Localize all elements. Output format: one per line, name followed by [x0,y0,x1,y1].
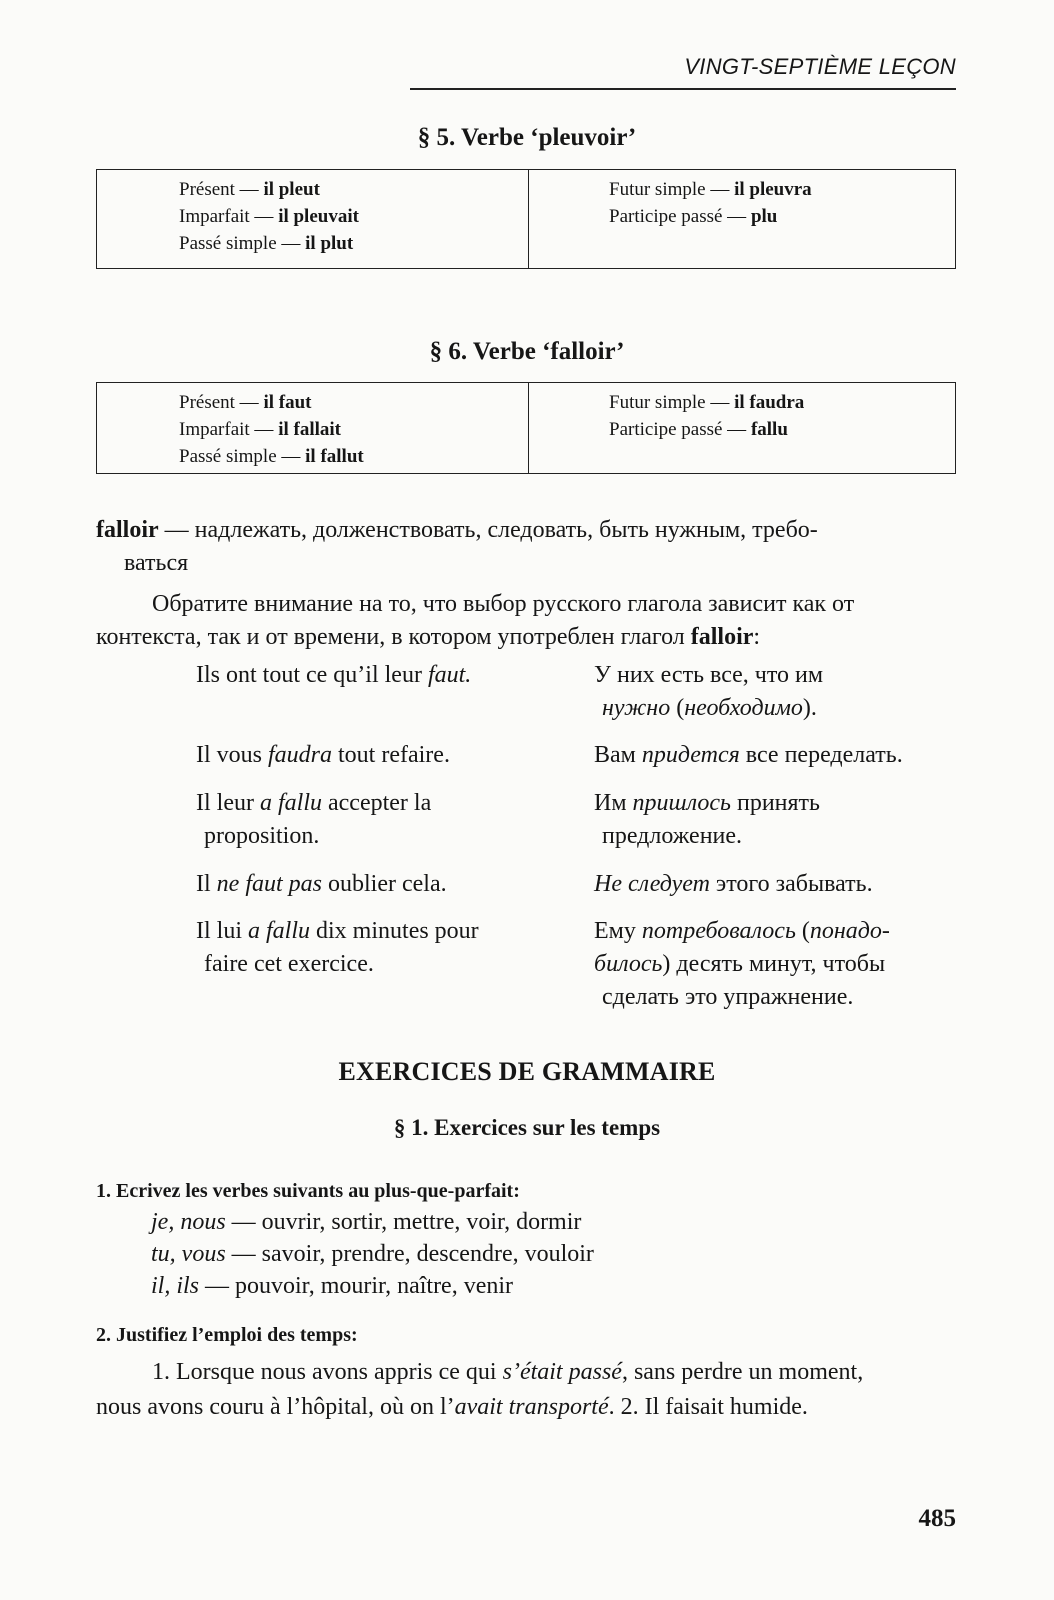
conj-row: Participe passé — plu [609,206,778,227]
falloir-conjugation-table [96,382,956,474]
exercise-1-line: je, nous — ouvrir, sortir, mettre, voir, dormir [151,1209,582,1235]
falloir-definition: falloir — надлежать, долженствовать, следовать, быть нужным, требо- ваться [96,517,818,576]
example-2-russian: Вам придется все переделать. [594,742,903,768]
usage-note: Обратите внимание на то, что выбор русского глагола зависит как от контекста, так и от времени, в котором употреблен глагол falloir: [96,591,855,650]
exercise-2-text: 1. Lorsque nous avons appris ce qui s’était passé, sans perdre un moment, nous avons couru à l’hôpital, où on l’avait transporté. 2. Il faisait humide. [96,1359,864,1420]
exercises-subtitle: § 1. Exercices sur les temps [393,1115,661,1140]
example-3-russian: Им пришлось принять предложение. [594,790,820,849]
pleuvoir-conjugation-table [96,169,956,269]
conj-row: Passé simple — il fallut [179,446,364,467]
example-3-french: Il leur a fallu accepter la proposition. [196,790,432,849]
exercises-title: EXERCICES DE GRAMMAIRE [338,1057,716,1086]
example-5-russian: Ему потребовалось (понадо- билось) десять минут, чтобы сделать это упражнение. [594,918,890,1010]
conj-row: Futur simple — il faudra [609,392,805,413]
section-6-title: § 6. Verbe ‘falloir’ [429,338,625,365]
conj-row: Participe passé — fallu [609,419,788,440]
page-number: 485 [918,1505,956,1532]
pleuvoir-right-column [529,170,955,268]
example-1-russian: У них есть все, что им нужно (необходимо). [594,662,824,721]
conj-row: Futur simple — il pleuvra [609,179,812,200]
running-head: VINGT-SEPTIÈME LEÇON [410,54,956,90]
example-4-russian: Не следует этого забывать. [594,871,873,897]
example-4-french: Il ne faut pas oublier cela. [196,871,447,897]
conj-row: Imparfait — il fallait [179,419,341,440]
example-1-french: Ils ont tout ce qu’il leur faut. [196,662,472,688]
exercise-1-line: tu, vous — savoir, prendre, descendre, vouloir [151,1241,594,1267]
exercise-1-heading: 1. Ecrivez les verbes suivants au plus-que-parfait: [96,1180,520,1202]
conj-row: Passé simple — il plut [179,233,354,254]
exercise-2-heading: 2. Justifiez l’emploi des temps: [96,1324,358,1346]
conj-row: Présent — il faut [179,392,312,413]
example-2-french: Il vous faudra tout refaire. [196,742,450,768]
conj-row: Présent — il pleut [179,179,320,200]
falloir-left-column [97,383,529,473]
conj-row: Imparfait — il pleuvait [179,206,359,227]
section-5-title: § 5. Verbe ‘pleuvoir’ [417,124,637,151]
example-5-french: Il lui a fallu dix minutes pour faire cet exercice. [196,918,479,977]
exercise-1-line: il, ils — pouvoir, mourir, naître, venir [151,1273,514,1299]
pleuvoir-left-column [97,170,529,268]
falloir-right-column [529,383,955,473]
